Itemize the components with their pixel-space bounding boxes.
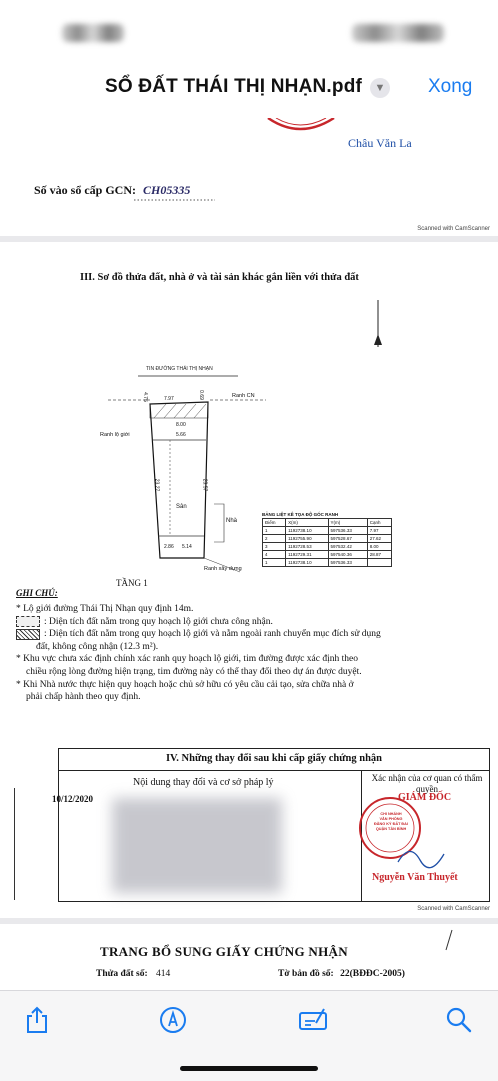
map-sheet-number <box>278 969 405 979</box>
coord-cell: 1192755.90 <box>286 535 328 543</box>
note-line-text: : Diện tích đất nằm trong quy hoạch lộ giới và nằm ngoài ranh chuyển mục đích sử dụng <box>44 629 381 640</box>
dim-label: 8.00 <box>176 422 186 428</box>
coord-cell: 1 <box>263 527 286 535</box>
note-line-text: : Diện tích đất nằm trong quy hoạch lộ giới chưa công nhận. <box>44 616 273 627</box>
label-san: Sân <box>176 504 187 510</box>
coord-cell: 597532.42 <box>328 543 367 551</box>
dim-label: 2.86 <box>164 544 174 550</box>
page2-signer: Nguyễn Văn Thuyết <box>372 872 458 883</box>
gcn-value: CH05335 <box>143 183 191 197</box>
done-button[interactable]: Xong <box>428 76 473 97</box>
note-line: chiều rộng lòng đường hiện trạng, tim đường này có thể thay đổi theo dự án được duyệt. <box>26 666 362 677</box>
note-line: phải chấp hành theo quy định. <box>26 692 141 703</box>
coord-cell: 597540.36 <box>328 551 367 559</box>
note-line: * Khu vực chưa xác định chính xác ranh quy hoạch lộ giới, tim đường được xác định theo <box>16 654 358 665</box>
stamp-line: CHI NHÁNH <box>380 812 402 816</box>
coord-cell: 1 <box>263 559 286 567</box>
dim-label: 4.75 <box>141 392 148 402</box>
note-line: đất, không công nhận (12.3 m²). <box>36 641 159 652</box>
dim-label: 23.27 <box>153 478 160 492</box>
note-line: * Lộ giới đường Thái Thị Nhạn quy định 14m. <box>16 604 194 614</box>
label-ranh-cn: Ranh CN <box>232 393 255 399</box>
label-ranh-lo-gioi: Ranh lộ giới <box>100 432 130 438</box>
title-menu-chevron-icon[interactable]: ▼ <box>370 78 390 98</box>
gcn-dotted-line <box>0 118 498 236</box>
page1-scanned-label: Scanned with CamScanner <box>417 226 490 232</box>
coord-header: Cạnh <box>367 519 391 527</box>
floor-label: TẦNG 1 <box>116 578 148 588</box>
markup-icon[interactable] <box>158 1005 188 1035</box>
map-sheet-value: 22(BĐĐC-2005) <box>340 969 405 979</box>
gcn-label-text: Số vào sổ cấp GCN: <box>34 183 137 197</box>
coord-cell: 7.97 <box>367 527 391 535</box>
note-line: * Khi Nhà nước thực hiện quy hoạch hoặc chủ sở hữu có yêu cầu cải tạo, sửa chữa nhà ở <box>16 679 354 690</box>
stamp-line: VĂN PHÒNG <box>379 817 403 821</box>
coord-cell: 597536.33 <box>328 559 367 567</box>
dim-label: 23.57 <box>201 478 208 492</box>
plot-number-value: 414 <box>156 969 171 979</box>
coord-cell: 1192729.31 <box>286 551 328 559</box>
nav-bar <box>0 56 498 118</box>
coord-table-title: BẢNG LIỆT KÊ TỌA ĐỘ GÓC RANH <box>262 512 339 517</box>
status-time-blurred <box>62 24 124 42</box>
coord-cell: 4 <box>263 551 286 559</box>
dim-label: 0.69 <box>197 390 204 400</box>
coord-header: Điểm <box>263 519 286 527</box>
document-title[interactable]: SỔ ĐẤT THÁI THỊ NHẠN.pdf <box>105 76 363 97</box>
home-indicator <box>180 1066 318 1071</box>
label-ranh-xay-dung: Ranh xây dựng <box>204 566 242 572</box>
coord-header: X(m) <box>286 519 328 527</box>
plot-number <box>96 969 170 979</box>
coord-cell: 3 <box>263 543 286 551</box>
section4-title: IV. Những thay đổi sau khi cấp giấy chứng nhận <box>165 753 383 764</box>
change-date: 10/12/2020 <box>52 794 94 804</box>
share-icon[interactable] <box>22 1005 52 1035</box>
stamp-line: ĐĂNG KÝ ĐẤT ĐAI <box>374 822 408 826</box>
pdf-page-3 <box>0 924 498 990</box>
coord-cell: 27.62 <box>367 535 391 543</box>
coord-header: Y(m) <box>328 519 367 527</box>
coord-cell: 597528.67 <box>328 535 367 543</box>
plot-number-label: Thửa đất số: <box>96 969 148 979</box>
section3-title: III. Sơ đồ thửa đất, nhà ở và tài sản khác gắn liền với thửa đất <box>80 272 359 283</box>
coord-cell: 28.87 <box>367 551 391 559</box>
search-icon[interactable] <box>444 1005 474 1035</box>
stamp-line: QUẬN TÂN BÌNH <box>375 827 407 831</box>
coord-cell: 2 <box>263 535 286 543</box>
coord-cell: 8.00 <box>367 543 391 551</box>
col1-header: Nội dung thay đổi và cơ sở pháp lý <box>133 777 274 788</box>
pdf-page-1 <box>0 118 498 236</box>
notes-title: GHI CHÚ: <box>16 588 58 598</box>
signature-scribble <box>0 242 498 918</box>
page1-signer: Châu Văn La <box>348 136 412 150</box>
label-nha: Nhà <box>226 518 238 524</box>
coord-cell: 597536.33 <box>328 527 367 535</box>
coord-cell: 1192728.53 <box>286 543 328 551</box>
coord-cell: 1192738.10 <box>286 559 328 567</box>
map-sheet-label: Tờ bản đồ số: <box>278 969 334 979</box>
col2-header: Xác nhận của cơ quan có thẩm quyền <box>371 773 483 794</box>
page3-title: TRANG BỔ SUNG GIẤY CHỨNG NHẬN <box>100 944 348 959</box>
coord-cell: 1192738.10 <box>286 527 328 535</box>
dim-label: 5.66 <box>176 432 186 438</box>
status-icons-blurred <box>352 24 444 42</box>
pdf-page-2 <box>0 242 498 918</box>
stamp-title: GIÁM ĐỐC <box>398 792 452 803</box>
page2-scanned-label: Scanned with CamScanner <box>417 906 490 912</box>
status-bar <box>0 0 498 56</box>
dim-label: 5.14 <box>182 544 192 550</box>
street-label: TIN ĐƯỜNG THÁI THỊ NHẠN <box>146 366 213 372</box>
dim-label: 7.97 <box>164 396 174 402</box>
form-fill-icon[interactable] <box>298 1005 328 1035</box>
